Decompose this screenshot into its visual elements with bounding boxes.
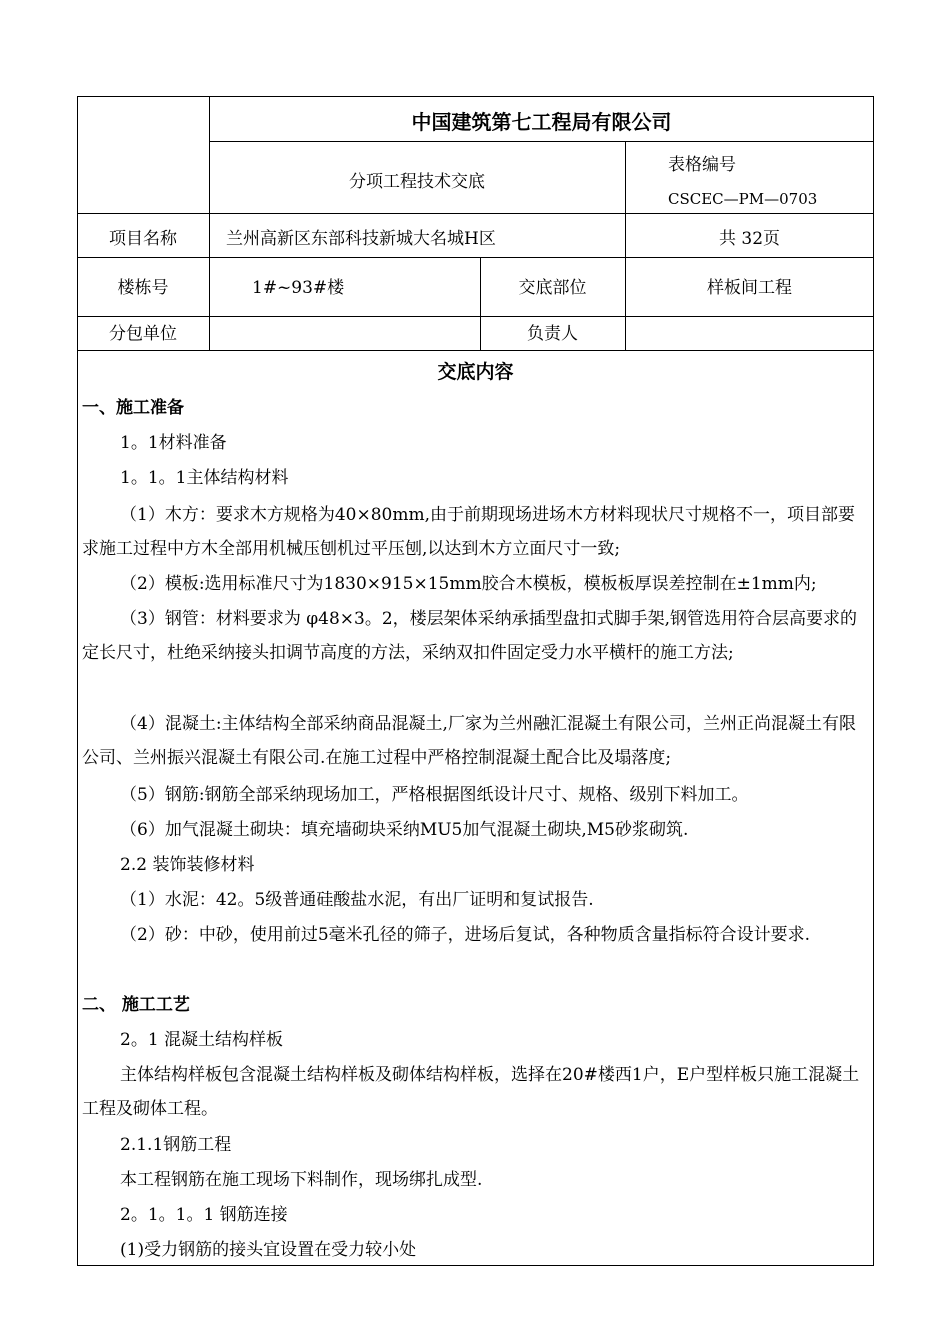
section-heading: 一、施工准备 [82,398,184,418]
form-number-label: 表格编号 [668,155,736,175]
building-value: 1#~93#楼 [252,278,345,298]
company-name: 中国建筑第七工程局有限公司 [411,110,672,134]
subcontractor-label: 分包单位 [109,324,177,344]
paragraph: 1。1。1主体结构材料 [120,468,289,488]
form-number: CSCEC—PM—0703 [668,190,818,208]
rule [77,350,874,351]
paragraph: 2.1.1钢筋工程 [120,1135,232,1155]
paragraph: （2）模板:选用标准尺寸为1830×915×15mm胶合木模板，模板板厚误差控制在±1mm内; [120,574,817,594]
paragraph: 主体结构样板包含混凝土结构样板及砌体结构样板，选择在20#楼西1户，E户型样板只施工混凝土工程及砌体工程。 [82,1065,860,1119]
building-label: 楼栋号 [117,278,169,298]
rule [77,213,874,214]
rule [625,257,626,350]
project-name-value: 兰州高新区东部科技新城大名城H区 [226,229,496,249]
page-count: 共 32页 [718,229,781,249]
responsible-person-label: 负责人 [527,324,578,344]
paragraph: （6）加气混凝土砌块：填充墙砌块采纳MU5加气混凝土砌块,M5砂浆砌筑. [120,820,689,840]
paragraph: 1。1材料准备 [120,433,227,453]
paragraph: 2.2 装饰装修材料 [120,855,255,875]
rule [77,316,874,317]
rule [77,257,874,258]
paragraph: 2。1。1。1 钢筋连接 [120,1205,288,1225]
paragraph: （2）砂：中砂，使用前过5毫米孔径的筛子，进场后复试，各种物质含量指标符合设计要求. [120,925,811,945]
document-title: 分项工程技术交底 [349,172,485,192]
paragraph: （5）钢筋:钢筋全部采纳现场加工，严格根据图纸设计尺寸、规格、级别下料加工。 [120,785,749,805]
paragraph: （3）钢管：材料要求为 φ48×3。2，楼层架体采纳承插型盘扣式脚手架,钢管选用符合层高要求的定长尺寸，杜绝采纳接头扣调节高度的方法，采纳双扣件固定受力水平横杆的施工方法; [82,609,858,663]
paragraph: （1）水泥：42。5级普通硅酸盐水泥，有出厂证明和复试报告. [120,890,594,910]
section-heading: 二、 施工工艺 [82,995,190,1015]
rule [209,141,874,142]
paragraph: 本工程钢筋在施工现场下料制作，现场绑扎成型. [120,1170,483,1190]
project-name-label: 项目名称 [109,229,177,249]
paragraph: 2。1 混凝土结构样板 [120,1030,284,1050]
location-label: 交底部位 [518,278,587,298]
location-value: 样板间工程 [707,278,792,298]
paragraph: (1)受力钢筋的接头宜设置在受力较小处 [120,1240,417,1260]
paragraph: （4）混凝土:主体结构全部采纳商品混凝土,厂家为兰州融汇混凝土有限公司，兰州正尚混凝土有限公司、兰州振兴混凝土有限公司.在施工过程中严格控制混凝土配合比及塌落度; [82,714,856,768]
content-title: 交底内容 [437,361,514,383]
paragraph: （1）木方：要求木方规格为40×80mm,由于前期现场进场木方材料现状尺寸规格不一，项目部要求施工过程中方木全部用机械压刨机过平压刨,以达到木方立面尺寸一致; [82,505,855,559]
rule [209,96,210,350]
